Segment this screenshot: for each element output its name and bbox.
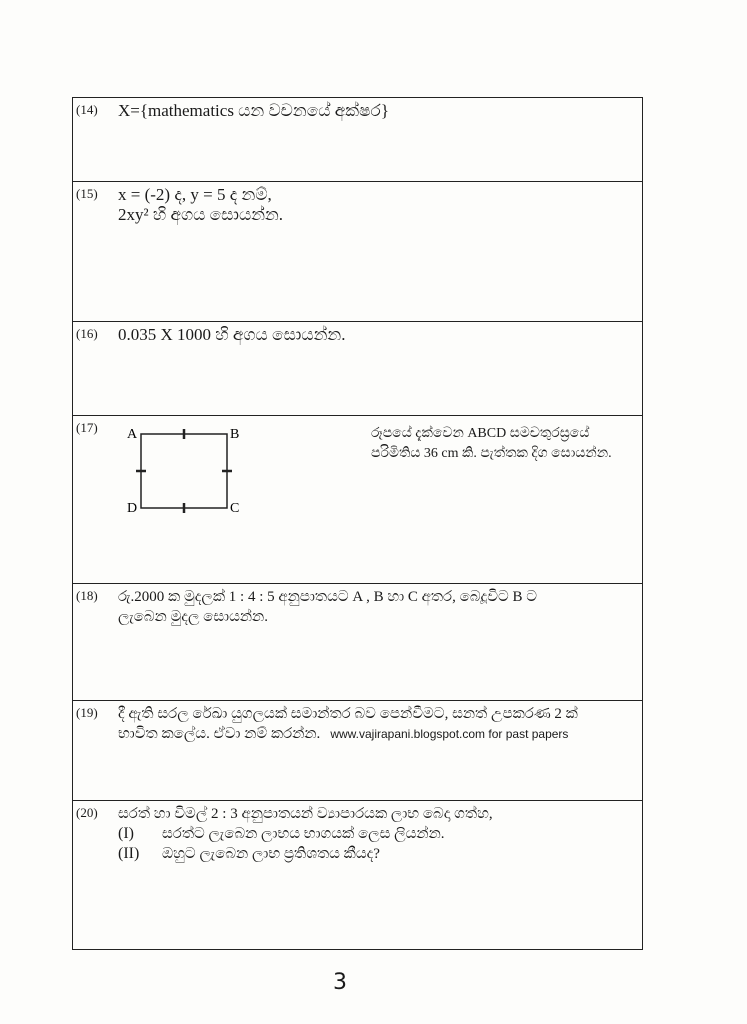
vertex-label-a: A — [127, 427, 138, 442]
square-abcd-figure — [125, 426, 245, 516]
question-number: (17) — [76, 420, 98, 435]
question-number: (18) — [76, 588, 98, 603]
question-text: රූපයේ දැක්වෙන ABCD සමචතුරස්‍රයේ පරිමිතිය 36 cm කි. පැත්තක දිග සොයන්න. — [371, 426, 612, 461]
watermark-text: www.vajirapani.blogspot.com for past papers — [330, 727, 569, 741]
question-text: සරත් හා විමල් 2 : 3 අනුපාතයන් ව්‍යාපාරයක ලාභ බෙදා ගත්හ, — [118, 806, 493, 822]
sub-question-text: සරත්ට ලැබෙන ලාභය භාගයක් ලෙස ලියන්න. — [162, 826, 445, 842]
sub-question-label: (II) — [118, 845, 140, 862]
question-20 — [73, 801, 642, 951]
sub-question-label: (I) — [118, 825, 134, 842]
sub-question — [118, 844, 493, 864]
question-text: x = (-2) ද, y = 5 ද නම්, — [118, 185, 272, 204]
question-17 — [73, 416, 642, 584]
question-15 — [73, 182, 642, 322]
vertex-label-b: B — [230, 427, 240, 442]
question-18 — [73, 584, 642, 701]
question-table — [72, 97, 643, 950]
vertex-label-c: C — [230, 501, 240, 516]
question-14 — [73, 98, 642, 182]
question-16 — [73, 322, 642, 416]
question-text: භාවිත කලේය. ඒවා නම් කරන්න. — [118, 726, 321, 742]
question-text: 2xy² හි අගය සොයන්න. — [118, 205, 284, 224]
sub-question-text: ඔහුට ලැබෙන ලාභ ප්‍රතිශතය කීයද? — [162, 846, 380, 862]
question-number: (16) — [76, 326, 98, 341]
sub-question — [118, 824, 493, 844]
question-number: (19) — [76, 705, 98, 720]
question-text: දී ඇති සරල රේඛා යුගලයක් සමාන්තර බව පෙන්වීමට, සනත් උපකරණ 2 ක් — [118, 706, 578, 722]
question-text: ලැබෙන මුදල සොයන්න. — [118, 609, 268, 625]
page-number: 3 — [333, 970, 347, 995]
question-number: (15) — [76, 186, 98, 201]
question-text: 0.035 X 1000 හි අගය සොයන්න. — [118, 325, 346, 344]
question-number: (14) — [76, 102, 98, 117]
vertex-label-d: D — [127, 501, 138, 516]
question-number: (20) — [76, 805, 98, 820]
question-19 — [73, 701, 642, 801]
question-text: රු.2000 ක මුදලක් 1 : 4 : 5 අනුපාතයට A , B හා C අතර, බෙදූවිට B ට — [118, 589, 538, 605]
question-text: X={mathematics යන වචනයේ අක්ෂර} — [118, 101, 389, 120]
